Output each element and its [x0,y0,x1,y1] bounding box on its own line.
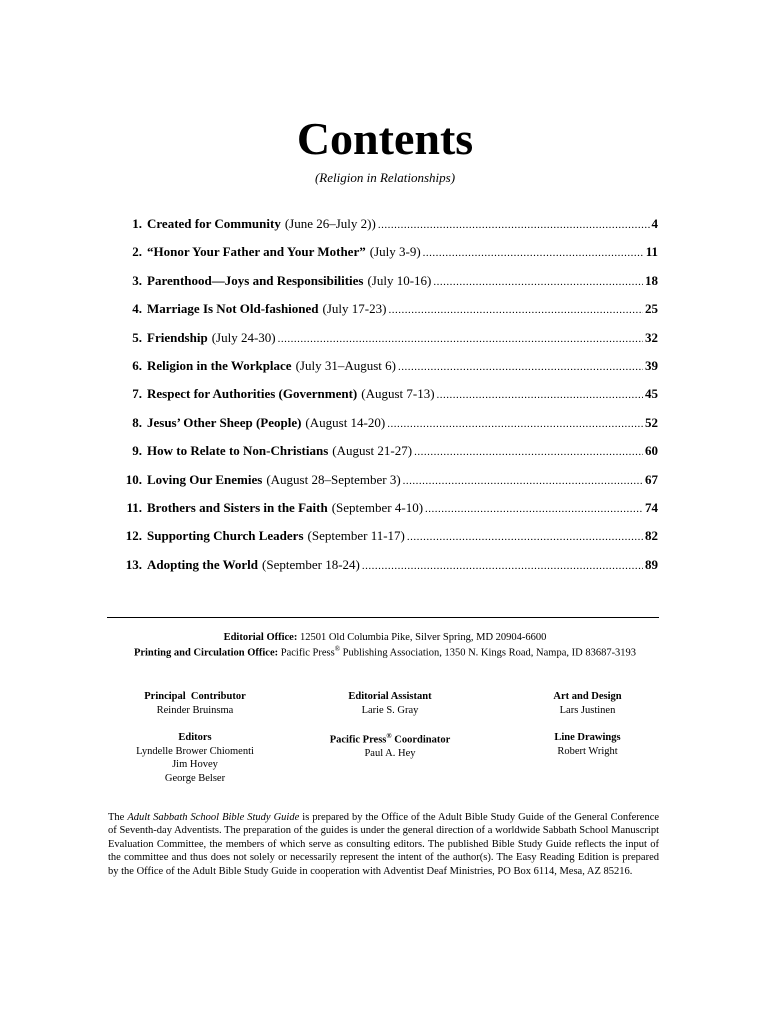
toc-entry-dates: (July 17-23) [322,301,387,317]
toc-leader-dots [437,389,643,401]
toc-entry [110,415,658,443]
credit-editors [110,731,280,785]
toc-leader-dots [362,560,643,572]
registered-mark: ® [334,645,341,653]
toc-entry-dates: (August 28–September 3) [266,471,401,487]
credit-role-suffix: Coordinator [394,734,451,746]
toc-entry-title: Religion in the Workplace [147,357,292,373]
toc-entry-page: 39 [645,357,658,373]
toc-entry-page: 52 [645,414,658,430]
editorial-office-line [60,632,710,643]
toc-entry-dates: (July 24-30) [211,329,276,345]
toc-entry-page: 25 [645,301,658,317]
toc-entry [110,301,658,329]
toc-entry-dates: (August 14-20) [305,414,386,430]
printing-office-address: Publishing Association, 1350 N. Kings Road, Nampa, ID 83687-3193 [342,647,637,659]
page-subtitle: (Religion in Relationships) [314,170,456,185]
toc-entry-page: 32 [645,329,658,345]
toc-entry [110,330,658,358]
toc-entry-page: 18 [645,272,658,288]
toc-entry-title: Brothers and Sisters in the Faith [147,499,328,515]
toc-entry [110,557,658,585]
toc-entry-page: 4 [651,216,658,231]
toc-entry [110,443,658,471]
credit-name: Robert Wright [557,745,618,757]
toc-entry-dates: (August 7-13) [361,386,435,402]
toc-entry [110,244,658,272]
toc-entry-title: Respect for Authorities (Government) [147,386,358,402]
publication-name: Adult Sabbath School Bible Study Guide [127,812,300,823]
toc-entry-dates: (July 3-9) [369,244,421,260]
toc-entry [110,472,658,500]
toc-leader-dots [388,304,643,316]
toc-entry-dates: (June 26–July 2)) [284,216,376,231]
toc-entry [110,386,658,414]
toc-entry-number: 9. [132,443,142,459]
toc-entry-page: 11 [645,244,658,260]
toc-entry-number: 10. [125,471,142,487]
credit-principal-contributor [110,690,280,717]
registered-mark: ® [386,732,392,740]
credit-art-and-design [510,690,665,717]
toc-entry [110,273,658,301]
table-of-contents [110,216,658,585]
credit-name: Paul A. Hey [364,748,416,759]
toc-entry-dates: (September 4-10) [331,499,424,515]
toc-entry-number: 1. [132,216,142,231]
publication-description [108,811,659,878]
credit-name: Lars Justinen [559,704,616,716]
toc-entry-number: 3. [132,272,142,288]
toc-entry-title: Loving Our Enemies [147,471,263,487]
credit-role [300,730,480,747]
toc-entry-number: 11. [126,499,142,515]
toc-entry-number: 2. [132,244,142,260]
credit-role: Editors [178,732,212,743]
toc-leader-dots [387,418,643,430]
printing-office-label: Printing and Circulation Office: [133,647,279,659]
description-lead: The [108,812,125,823]
toc-leader-dots [433,276,643,288]
toc-entry-number: 12. [125,528,142,544]
toc-entry-title: Marriage Is Not Old-fashioned [147,301,319,317]
toc-leader-dots [425,503,643,515]
toc-entry-page: 74 [645,499,658,515]
credit-role: Art and Design [553,691,622,702]
toc-entry-title: Jesus’ Other Sheep (People) [147,414,302,430]
toc-entry-title: Created for Community [147,216,281,231]
printing-office-line [60,645,710,659]
toc-entry-dates: (July 10-16) [367,272,432,288]
credit-name: Larie S. Gray [361,704,419,716]
toc-entry-page: 60 [645,443,658,459]
toc-entry-page: 89 [645,556,658,572]
section-divider [107,617,659,618]
credit-role: Line Drawings [554,732,621,743]
toc-entry [110,500,658,528]
editorial-office-address: 12501 Old Columbia Pike, Silver Spring, MD 20904-6600 [299,632,547,643]
toc-entry-dates: (August 21-27) [332,443,413,459]
toc-entry-title: “Honor Your Father and Your Mother” [147,244,366,260]
credit-pacific-press-coordinator [300,730,480,761]
credit-editorial-assistant [300,690,480,717]
credit-role: Editorial Assistant [348,691,432,702]
toc-leader-dots [278,333,643,345]
toc-entry-title: Supporting Church Leaders [147,528,304,544]
toc-entry [110,358,658,386]
toc-entry-number: 5. [132,329,142,345]
toc-entry-dates: (July 31–August 6) [295,357,396,373]
toc-entry-page: 82 [645,528,658,544]
toc-entry-number: 7. [132,386,142,402]
credit-name: Lyndelle Brower Chiomenti [136,745,254,757]
toc-entry-title: Friendship [147,329,208,345]
credit-role-prefix: Pacific Press [329,734,387,746]
toc-entry-number: 6. [132,357,142,373]
credit-name: Jim Hovey [172,759,218,770]
toc-entry-title: Adopting the World [147,556,259,572]
toc-entry-number: 13. [125,556,142,572]
printing-office-publisher: Pacific Press [280,647,335,659]
toc-leader-dots [423,247,644,259]
page-title: Contents [296,113,474,164]
toc-leader-dots [403,475,643,487]
editorial-office-label: Editorial Office: [223,632,298,643]
credit-role: Principal Contributor [144,691,246,702]
toc-leader-dots [407,531,643,543]
toc-entry-page: 45 [645,386,658,402]
toc-entry-title: How to Relate to Non-Christians [147,443,329,459]
credit-name: George Belser [164,772,226,784]
credit-line-drawings [510,731,665,758]
description-body: is prepared by the Office of the Adult Bible Study Guide of the General Conference of Seventh-day Adventists. The preparation of the guides is under the general direction of a worldwide Sabbath School Manuscript Evaluation Committee, the members of which serve as consulting editors. The published Bible Study Guide reflects the input of the committee and thus does not solely or necessarily represent the intent of the author(s). The Easy Reading Edition is prepared by the Office of the Adult Bible Study Guide in cooperation with Adventist Deaf Ministries, PO Box 6114, Mesa, AZ 85216. [108,812,660,877]
toc-entry [110,216,658,244]
toc-entry [110,528,658,556]
toc-entry-number: 8. [132,414,142,430]
toc-entry-dates: (September 18-24) [262,556,360,572]
toc-leader-dots [398,361,643,373]
toc-entry-dates: (September 11-17) [307,528,405,544]
toc-entry-page: 67 [645,471,658,487]
credit-name: Reinder Bruinsma [156,704,234,716]
toc-entry-number: 4. [132,301,142,317]
toc-entry-title: Parenthood—Joys and Responsibilities [147,272,364,288]
toc-leader-dots [378,219,650,231]
toc-leader-dots [414,446,643,458]
